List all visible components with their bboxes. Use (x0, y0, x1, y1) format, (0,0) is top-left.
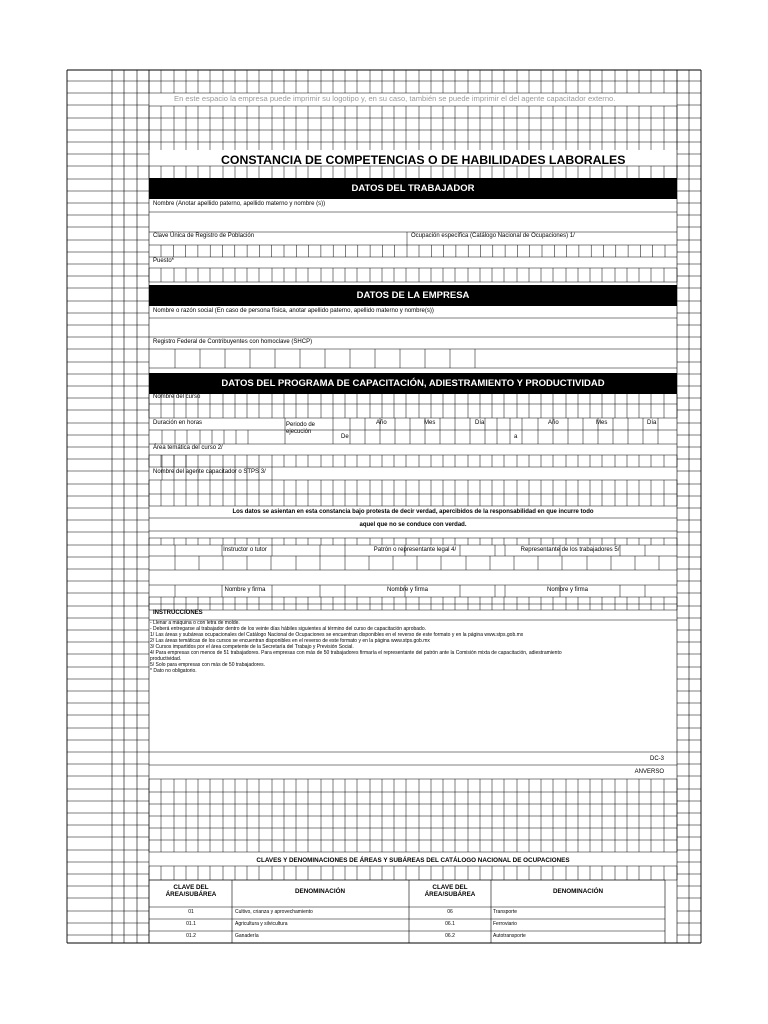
section-company-header: DATOS DE LA EMPRESA (149, 285, 677, 306)
catalog-key-cell: 06.1 (445, 921, 455, 927)
course-name-label: Nombre del curso (153, 394, 201, 400)
workers-rep-label: Representante de los trabajadores 5/ (520, 547, 620, 553)
instructions-title: INSTRUCCIONES (153, 610, 203, 616)
thematic-area-label: Área temática del curso 2/ (153, 445, 223, 451)
curp-field[interactable] (150, 245, 405, 257)
training-agent-field[interactable] (150, 480, 676, 494)
catalog-row (150, 931, 665, 943)
to-day-label: Día (647, 420, 657, 426)
employer-signature-field[interactable] (335, 558, 480, 586)
position-label: Puesto* (153, 258, 175, 264)
catalog-key-cell: 01 (188, 909, 194, 915)
instruction-line: - Deberá entregarse al trabajador dentro de los veinte días hábiles siguientes al término del curso de capacitación aprobado. (150, 626, 427, 632)
occupation-label: Ocupación específica (Catálogo Nacional de Ocupaciones) 1/ (411, 233, 575, 239)
instruction-line: 2/ Las áreas temáticas de los cursos se encuentran disponibles en el reverso de este formato y en la página www.stps.gob.mx (150, 638, 430, 644)
section-worker-header: DATOS DEL TRABAJADOR (149, 178, 677, 199)
workers-rep-signature-field[interactable] (495, 558, 645, 586)
instruction-line: * Dato no obligatorio. (150, 668, 197, 674)
period-label: Periodo de ejecución (286, 422, 316, 435)
catalog-key-header-2: CLAVE DEL ÁREA/SUBÁREA (424, 884, 476, 898)
logo-space-note: En este espacio la empresa puede imprimir su logotipo y, en su caso, también se puede imprimir el del agente capacitador externo. (174, 94, 616, 103)
catalog-row (150, 907, 665, 919)
catalog-name-header-1: DENOMINACIÓN (294, 888, 346, 895)
catalog-key-cell: 06.2 (445, 933, 455, 939)
page-title: CONSTANCIA DE COMPETENCIAS O DE HABILIDADES LABORALES (221, 153, 626, 167)
declaration-line-1: Los datos se asientan en esta constancia bajo protesta de decir verdad, apercibidos de la responsabilidad en que incurre todo (232, 509, 594, 515)
from-year-label: Año (376, 420, 387, 426)
catalog-name-cell: Agricultura y silvicultura (235, 921, 288, 927)
curp-label: Clave Única de Registro de Población (153, 233, 255, 239)
employer-label: Patrón o representante legal 4/ (373, 547, 457, 553)
thematic-area-field[interactable] (150, 455, 190, 467)
instruction-line: 1/ Las áreas y subáreas ocupacionales del Catálogo Nacional de Ocupaciones se encuentran disponibles en el reverso de este formato y en la página www.stps.gob.mx (150, 632, 524, 638)
employer-name-sign-label: Nombre y firma (386, 587, 428, 593)
from-day-label: Día (475, 420, 485, 426)
instructions-list (150, 620, 674, 674)
form-side: ANVERSO (634, 769, 664, 775)
position-field[interactable] (150, 268, 676, 282)
catalog-name-cell: Ganadería (235, 933, 259, 939)
to-month-label: Mes (596, 420, 608, 426)
course-name-field[interactable] (150, 404, 676, 418)
to-year-label: Año (548, 420, 559, 426)
duration-label: Duración en horas (153, 420, 203, 426)
declaration-line-2: aquel que no se conduce con verdad. (359, 522, 467, 528)
instruction-line: productividad. (150, 656, 182, 662)
catalog-row (150, 919, 665, 931)
instructor-label: Instructor o tutor (223, 547, 267, 553)
period-to-label: a (514, 434, 518, 440)
duration-field[interactable] (150, 430, 250, 444)
section-program-header: DATOS DEL PROGRAMA DE CAPACITACIÓN, ADIESTRAMIENTO Y PRODUCTIVIDAD (149, 373, 677, 394)
company-name-field[interactable] (150, 318, 676, 337)
catalog-name-header-2: DENOMINACIÓN (552, 888, 604, 895)
rfc-label: Registro Federal de Contribuyentes con homoclave (SHCP) (153, 339, 313, 345)
worker-name-label: Nombre (Anotar apellido paterno, apellido materno y nombre (s)) (153, 201, 326, 207)
catalog-name-cell: Cultivo, crianza y aprovechamiento (235, 909, 313, 915)
catalog-name-cell: Ferroviario (493, 921, 517, 927)
instruction-line: 3/ Cursos impartidos por el área competente de la Secretaría del Trabajo y Previsión Social. (150, 644, 354, 650)
instruction-line: 4/ Para empresas con menos de 51 trabajadores. Para empresas con más de 50 trabajadores firmaría el representante del patrón ante la Comisión mixta de capacitación, adiestramiento (150, 650, 562, 656)
from-month-label: Mes (424, 420, 436, 426)
catalog-key-header-1: CLAVE DEL ÁREA/SUBÁREA (165, 884, 217, 898)
workers-rep-name-sign-label: Nombre y firma (546, 587, 588, 593)
period-to-field[interactable] (522, 430, 676, 444)
worker-name-field[interactable] (150, 212, 676, 232)
period-from-field[interactable] (350, 430, 510, 444)
instruction-line: - Llenar a máquina o con letra de molde. (150, 620, 240, 626)
catalog-name-cell: Autotransporte (493, 933, 526, 939)
instructor-name-sign-label: Nombre y firma (224, 587, 266, 593)
catalog-key-cell: 01.1 (186, 921, 196, 927)
catalog-rows (150, 907, 665, 943)
occupation-field[interactable] (409, 245, 676, 257)
instruction-line: 5/ Solo para empresas con más de 50 trabajadores. (150, 662, 266, 668)
company-name-label: Nombre o razón social (En caso de persona física, anotar apellido paterno, apellido materno y nombre(s)) (153, 308, 434, 314)
instructor-signature-field[interactable] (175, 558, 315, 586)
training-agent-label: Nombre del agente capacitador o STPS 3/ (153, 469, 266, 475)
catalog-title: CLAVES Y DENOMINACIONES DE ÁREAS Y SUBÁREAS DEL CATÁLOGO NACIONAL DE OCUPACIONES (256, 857, 570, 864)
catalog-name-cell: Transporte (493, 909, 517, 915)
rfc-field[interactable] (150, 349, 480, 368)
form-code: DC-3 (649, 756, 664, 762)
period-from-label: De (341, 434, 349, 440)
catalog-key-cell: 06 (447, 909, 453, 915)
catalog-key-cell: 01.2 (186, 933, 196, 939)
